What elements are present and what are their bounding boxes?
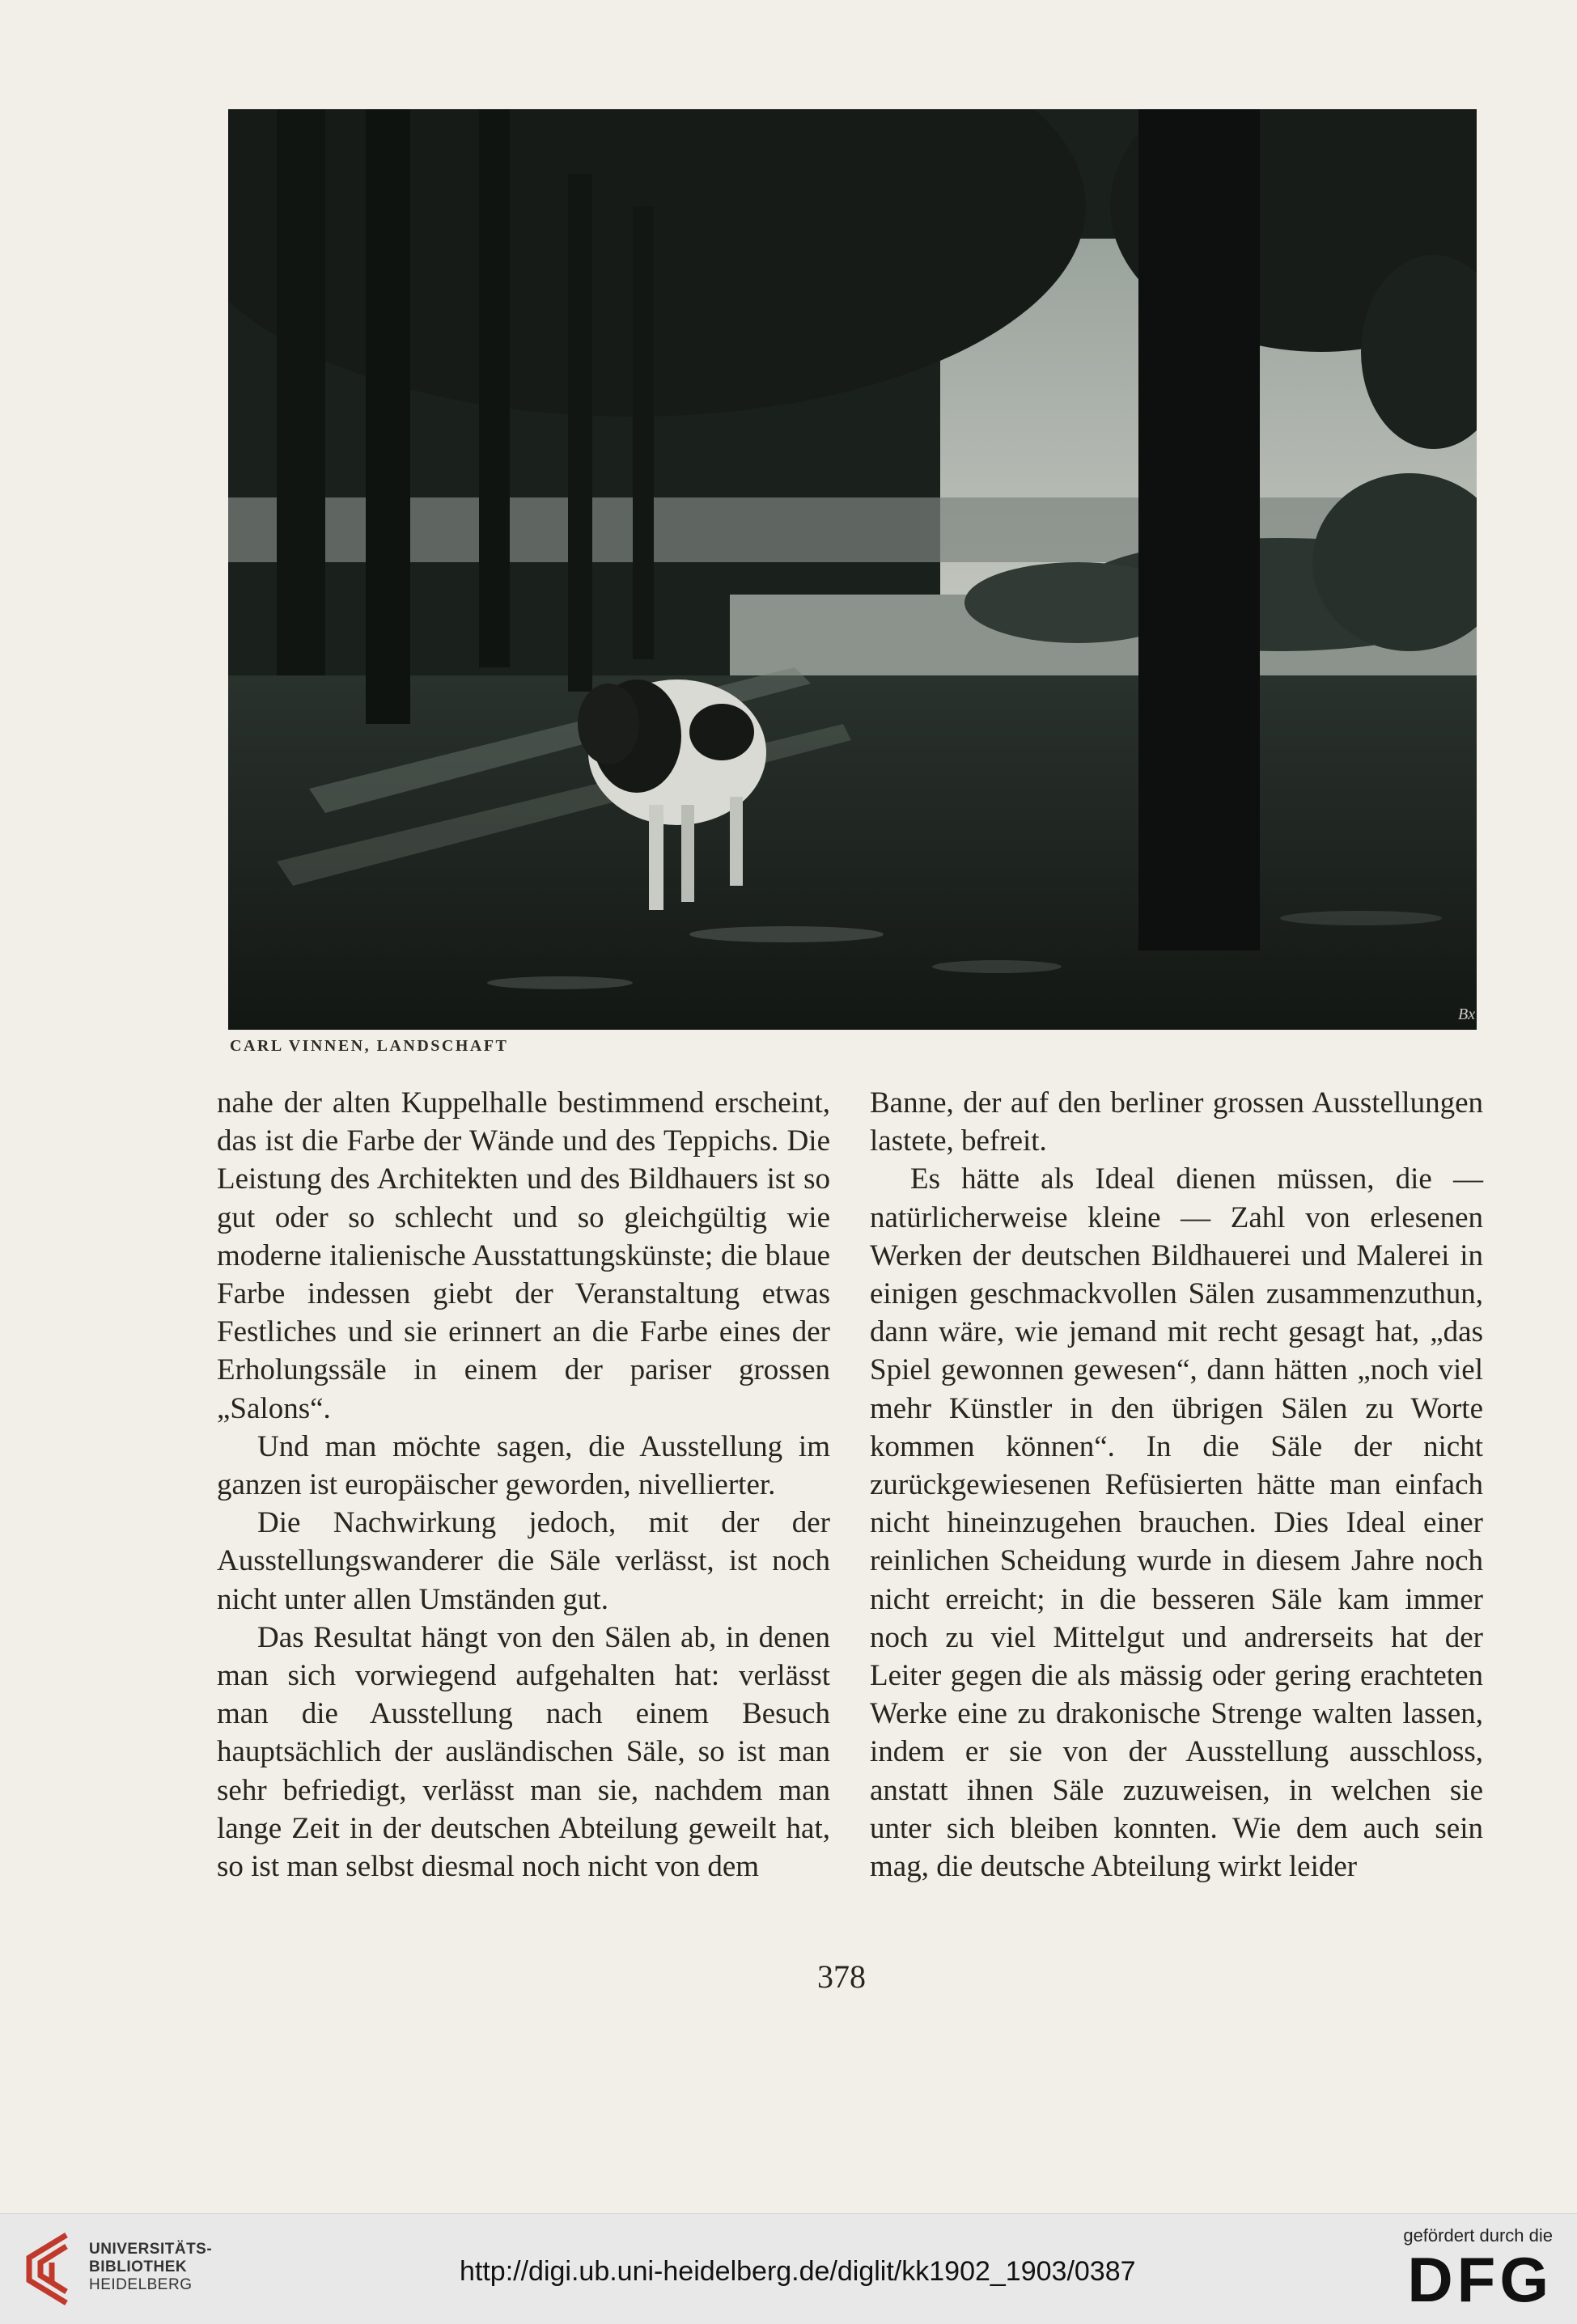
landscape-illustration: [228, 109, 1477, 1030]
painting-landscape-with-cow: [228, 109, 1477, 1030]
permalink-url[interactable]: http://digi.ub.uni-heidelberg.de/diglit/kk1902_1903/0387: [460, 2256, 1136, 2287]
paragraph: Banne, der auf den berliner grossen Ausstellungen lastete, befreit.: [870, 1086, 1483, 1158]
paragraph: nahe der alten Kuppelhalle bestimmend erscheint, das ist die Farbe der Wände und des Teppichs. Die Leistung des Architekten und des Bildhauers ist so gut oder so schlecht und so gleichgültig wie moderne italienische Ausstattungskünste; die blaue Farbe indessen giebt der Veranstaltung etwas Festliches und sie erinnert an die Farbe eines der Erholungssäle in einem der pariser grossen „Salons“.: [217, 1086, 830, 1425]
library-name-line: UNIVERSITÄTS-: [89, 2241, 213, 2258]
paragraph: Die Nachwirkung jedoch, mit der der Ausstellungswanderer die Säle verlässt, ist noch nicht unter allen Umständen gut.: [217, 1506, 830, 1616]
paragraph: Es hätte als Ideal dienen müssen, die — natürlicherweise kleine — Zahl von erlesenen Werken der deutschen Bildhauerei und Malerei in einigen geschmackvollen Sälen zusammenzuthun, dann wäre, wie jemand mit recht gesagt hat, „das Spiel gewonnen gewesen“, dann hätten „noch viel mehr Künstler in den übrigen Sälen zu Worte kommen können“. In die Säle der nicht zurückgewiesenen Refüsierten hätte man einfach nicht hineinzugehen brauchen. Dies Ideal einer reinlichen Scheidung wurde in diesem Jahre noch nicht erreicht; in die besseren Säle kam immer noch zu viel Mittelgut und andrerseits hat der Leiter gegen die als mässig oder gering erachteten Werke eine zu drakonische Strenge walten lassen, indem er sie von der Ausstellung ausschloss, anstatt ihnen Säle zuzuweisen, in welchen sie unter sich bleiben konnten. Wie dem auch sein mag, die deutsche Abteilung wirkt leider: [870, 1162, 1483, 1884]
paragraph: Das Resultat hängt von den Sälen ab, in denen man sich vorwiegend aufgehalten hat: verlässt man die Ausstellung nach einem Besuch hauptsächlich der ausländischen Säle, so ist man sehr befriedigt, verlässt man sie, nachdem man lange Zeit in der deutschen Abteilung geweilt hat, so ist man selbst diesmal noch nicht von dem: [217, 1620, 830, 1884]
library-name: [89, 2241, 212, 2294]
sponsor-label: gefördert durch die: [1403, 2225, 1553, 2246]
plate-caption: CARL VINNEN, LANDSCHAFT: [230, 1037, 509, 1055]
library-name-line: BIBLIOTHEK: [89, 2258, 188, 2275]
digitization-footer: [0, 2213, 1577, 2324]
library-name-line: HEIDELBERG: [89, 2276, 193, 2293]
artist-monogram: Bx: [1458, 1005, 1476, 1023]
dfg-logo: DFG: [1407, 2244, 1553, 2315]
left-text-column: [217, 1084, 830, 1886]
library-logo-icon: [18, 2230, 76, 2308]
page-number: 378: [817, 1958, 866, 1995]
paragraph: Und man möchte sagen, die Ausstellung im ganzen ist europäischer geworden, nivellierter.: [217, 1429, 830, 1502]
right-text-column: [870, 1084, 1483, 1886]
